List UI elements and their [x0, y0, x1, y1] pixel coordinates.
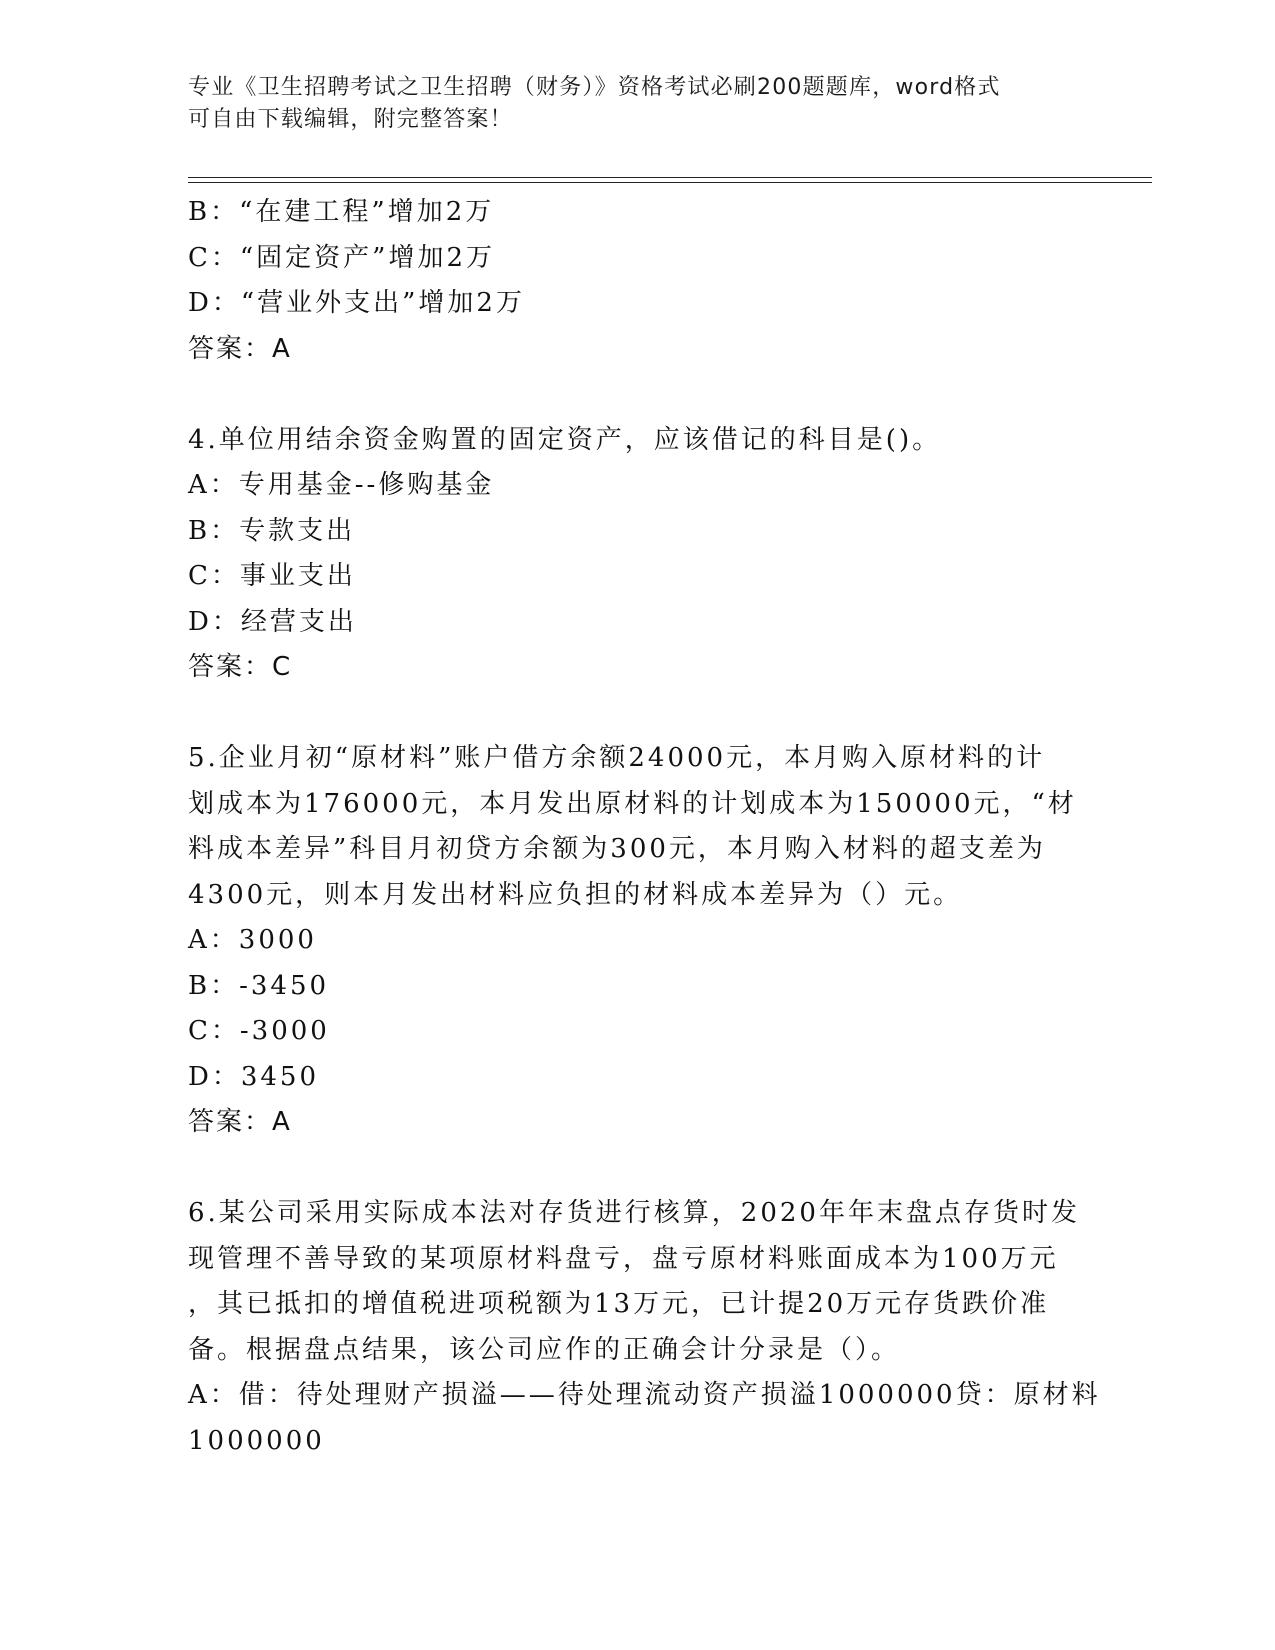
question-stem-line: 6.某公司采用实际成本法对存货进行核算，2020年年末盘点存货时发 — [188, 1198, 1080, 1228]
question-5 — [188, 736, 1088, 1146]
document-header — [188, 72, 1088, 136]
option-b: B：“在建工程”增加2万 — [188, 197, 495, 227]
question-list — [188, 190, 1101, 1464]
option-c: C：-3000 — [188, 1016, 330, 1046]
answer-line: 答案：A — [188, 333, 292, 364]
question-6 — [188, 1191, 1101, 1464]
option-a-continued: 1000000 — [188, 1425, 325, 1456]
option-b: B：专款支出 — [188, 515, 356, 546]
question-stem-line: 4300元，则本月发出材料应负担的材料成本差异为（）元。 — [188, 879, 963, 910]
header-rule-top — [188, 177, 1152, 178]
option-b: B：-3450 — [188, 970, 330, 1001]
header-rule-bottom — [188, 182, 1152, 183]
question-3 — [188, 190, 1088, 372]
option-c: C：“固定资产”增加2万 — [188, 242, 496, 273]
question-stem-line: 现管理不善导致的某项原材料盘亏，盘亏原材料账面成本为100万元 — [188, 1243, 1059, 1274]
option-a: A：3000 — [188, 925, 317, 955]
question-stem-line: 5.企业月初“原材料”账户借方余额24000元，本月购入原材料的计 — [188, 743, 1046, 773]
answer-line: 答案：A — [188, 1107, 292, 1137]
option-c: C：事业支出 — [188, 561, 356, 591]
spacer — [188, 1146, 1088, 1192]
option-d: D：3450 — [188, 1061, 320, 1092]
option-a: A：借：待处理财产损溢——待处理流动资产损溢1000000贷：原材料 — [188, 1380, 1101, 1410]
question-stem-line: 料成本差异”科目月初贷方余额为300元，本月购入材料的超支差为 — [188, 834, 1046, 864]
question-stem-line: 备。根据盘点结果，该公司应作的正确会计分录是（）。 — [188, 1334, 901, 1365]
header-line-1: 专业《卫生招聘考试之卫生招聘（财务）》资格考试必刷200题题库，word格式 — [188, 75, 1001, 100]
option-a: A：专用基金--修购基金 — [188, 470, 495, 500]
question-stem-line: ，其已抵扣的增值税进项税额为13万元，已计提20万元存货跌价准 — [188, 1289, 1050, 1319]
question-stem: 4.单位用结余资金购置的固定资产，应该借记的科目是()。 — [188, 424, 942, 455]
question-stem-line: 划成本为176000元，本月发出原材料的计划成本为150000元，“材 — [188, 788, 1077, 819]
option-d: D：经营支出 — [188, 606, 357, 637]
question-4 — [188, 418, 1088, 691]
option-d: D：“营业外支出”增加2万 — [188, 288, 525, 318]
spacer — [188, 372, 1088, 418]
spacer — [188, 691, 1088, 737]
header-line-2: 可自由下载编辑，附完整答案！ — [188, 107, 513, 132]
answer-line: 答案：C — [188, 652, 293, 682]
